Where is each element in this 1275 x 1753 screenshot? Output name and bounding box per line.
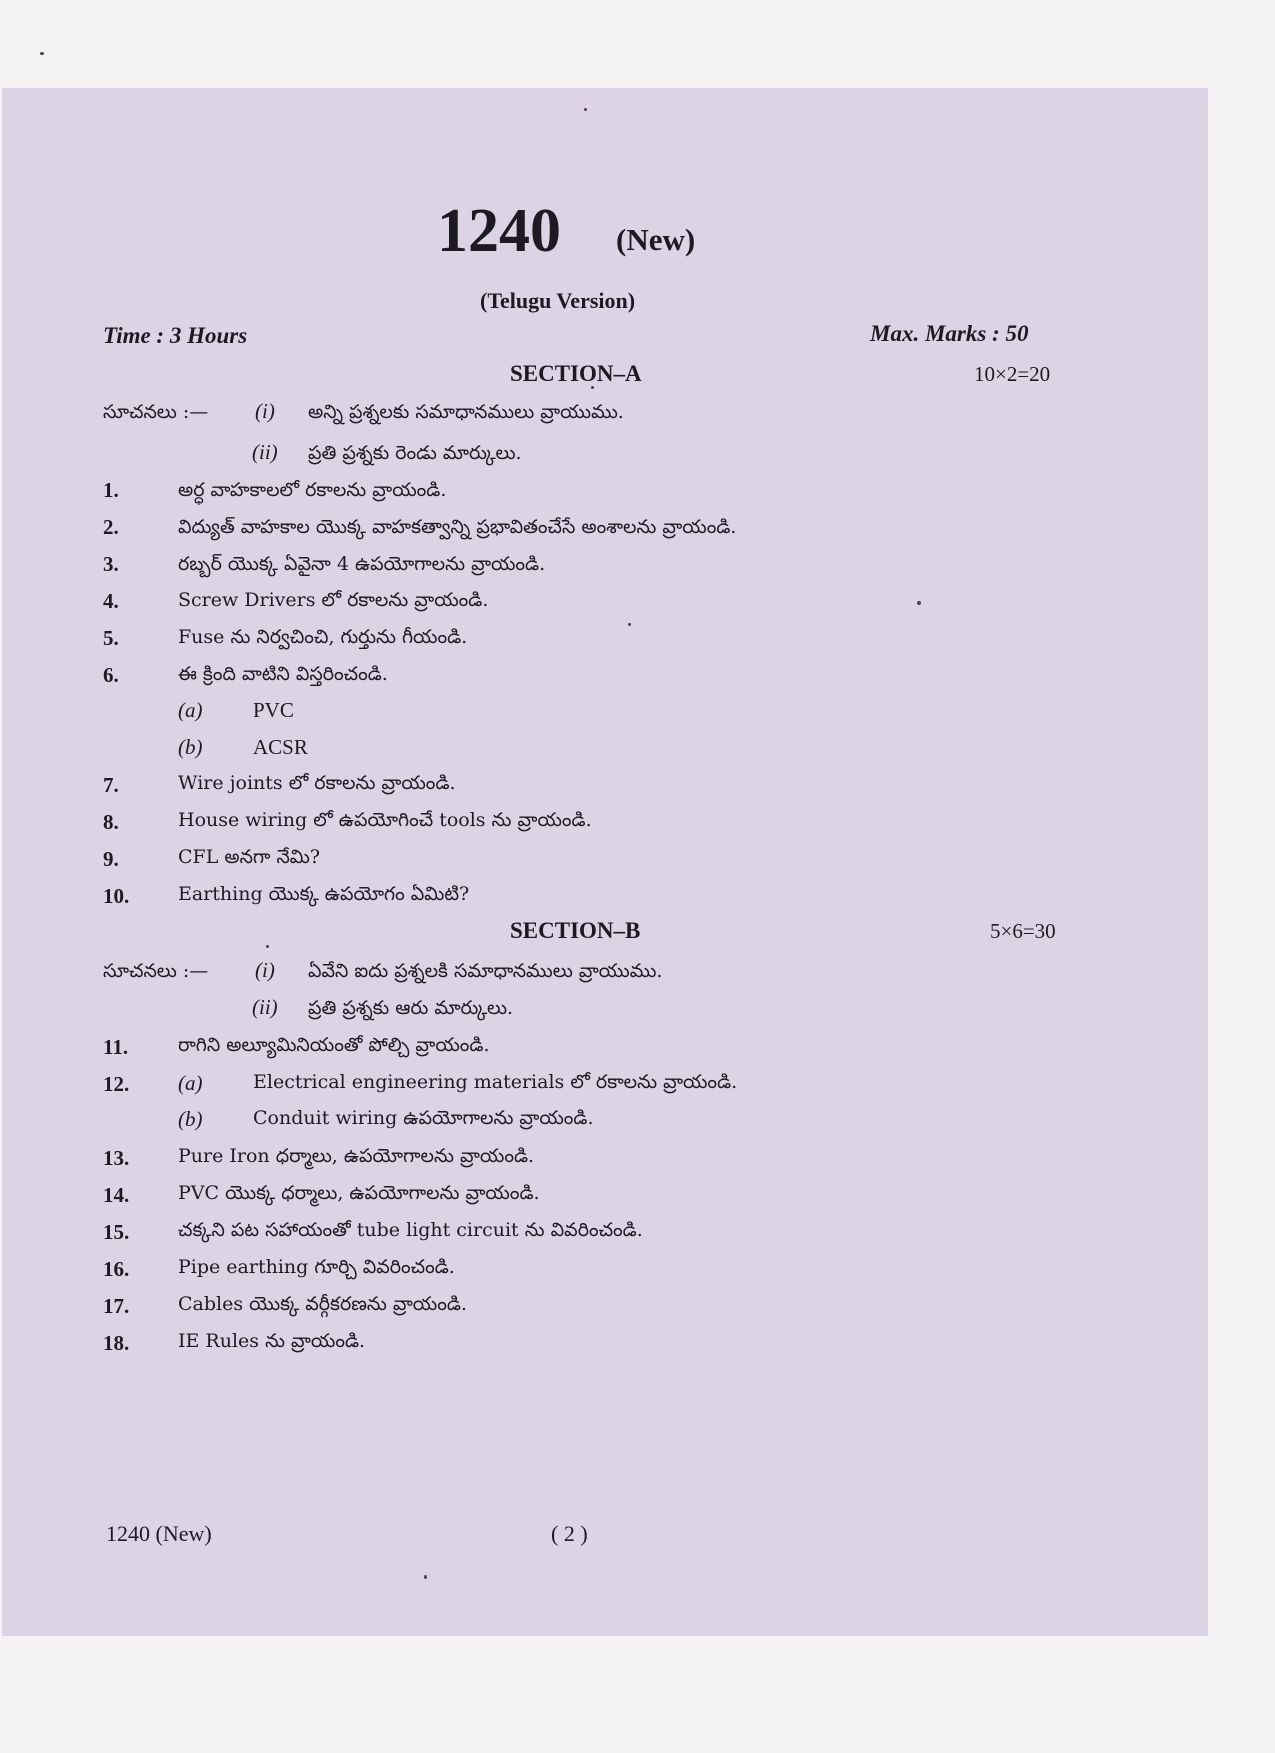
instruction-text: ప్రతి ప్రశ్నకు ఆరు మార్కులు. [308,997,514,1019]
question-number: 17. [103,1294,130,1318]
instruction-text: అన్ని ప్రశ్నలకు సమాధానములు వ్రాయుము. [308,401,624,423]
question-text: అర్ధ వాహకాలలో రకాలను వ్రాయండి. [178,479,447,501]
question-number: 10. [103,884,130,908]
question-number: 13. [103,1146,130,1170]
question-number: 3. [103,552,119,576]
question-text: Fuse ను నిర్వచించి, గుర్తును గీయండి. [178,626,468,648]
question-number: 6. [103,663,119,687]
sub-question-text: PVC [253,698,294,722]
paper-code-new: (New) [616,222,696,257]
question-number: 9. [103,847,119,871]
instruction-text: ప్రతి ప్రశ్నకు రెండు మార్కులు. [308,442,522,464]
question-text: PVC యొక్క ధర్మాలు, ఉపయోగాలను వ్రాయండి. [178,1182,540,1204]
question-text: IE Rules ను వ్రాయండి. [178,1330,366,1352]
sub-question-text: Conduit wiring ఉపయోగాలను వ్రాయండి. [253,1107,594,1129]
question-text: Screw Drivers లో రకాలను వ్రాయండి. [178,589,489,611]
question-number: 12. [103,1072,130,1096]
question-text: విద్యుత్ వాహకాల యొక్క వాహకత్వాన్ని ప్రభావితంచేసే అంశాలను వ్రాయండి. [178,516,737,538]
question-number: 1. [103,478,119,502]
question-number: 15. [103,1220,130,1244]
question-text: Earthing యొక్క ఉపయోగం ఏమిటి? [178,883,470,905]
scan-speck [40,52,44,55]
sub-question-label: (a) [178,1071,203,1095]
section-a-title: SECTION–A [510,361,642,386]
instruction-num: (i) [255,958,275,982]
question-text: రబ్బర్ యొక్క ఏవైనా 4 ఉపయోగాలను వ్రాయండి. [178,553,546,575]
section-a-marks: 10×2=20 [974,362,1051,386]
paper-code: 1240 [437,197,561,265]
question-number: 16. [103,1257,130,1281]
scan-speck [917,601,921,605]
sub-question-label: (b) [178,1107,203,1131]
question-text: CFL అనగా నేమి? [178,846,321,868]
instruction-num: (ii) [252,995,278,1019]
max-marks-label: Max. Marks : 50 [870,321,1029,346]
question-text: చక్కని పట సహాయంతో tube light circuit ను వివరించండి. [178,1219,643,1241]
sub-question-label: (a) [178,698,203,722]
question-number: 7. [103,773,119,797]
scan-speck [628,623,631,626]
scan-speck [591,386,594,389]
question-text: Pure Iron ధర్మాలు, ఉపయోగాలను వ్రాయండి. [178,1145,535,1167]
question-text: Cables యొక్క వర్గీకరణను వ్రాయండి. [178,1293,467,1315]
version-label: (Telugu Version) [480,288,636,313]
instructions-label: సూచనలు :— [103,401,209,423]
question-text: రాగిని అల్యూమినియంతో పోల్చి వ్రాయండి. [178,1034,490,1056]
sub-question-text: Electrical engineering materials లో రకాలను వ్రాయండి. [253,1071,738,1093]
time-label: Time : 3 Hours [103,323,248,348]
question-number: 14. [103,1183,130,1207]
question-number: 8. [103,810,119,834]
question-text: Wire joints లో రకాలను వ్రాయండి. [178,772,456,794]
sub-question-label: (b) [178,735,203,759]
question-number: 5. [103,626,119,650]
question-text: Pipe earthing గూర్చి వివరించండి. [178,1256,455,1278]
scan-speck [584,108,587,111]
section-b-title: SECTION–B [510,918,641,943]
question-text: House wiring లో ఉపయోగించే tools ను వ్రాయండి. [178,809,592,831]
sub-question-text: ACSR [253,735,308,759]
question-number: 11. [103,1035,129,1059]
question-text: ఈ క్రింది వాటిని విస్తరించండి. [178,663,388,685]
instructions-label: సూచనలు :— [103,960,209,982]
section-b-marks: 5×6=30 [990,919,1056,943]
question-number: 4. [103,589,119,613]
question-number: 2. [103,515,119,539]
instruction-text: ఏవేని ఐదు ప్రశ్నలకి సమాధానములు వ్రాయుము. [308,960,663,982]
footer-code: 1240 (New) [106,1521,212,1546]
scan-speck [424,1575,427,1579]
instruction-num: (ii) [252,440,278,464]
scan-speck [266,945,269,948]
question-number: 18. [103,1331,130,1355]
instruction-num: (i) [255,399,275,423]
page-number: ( 2 ) [551,1521,588,1546]
